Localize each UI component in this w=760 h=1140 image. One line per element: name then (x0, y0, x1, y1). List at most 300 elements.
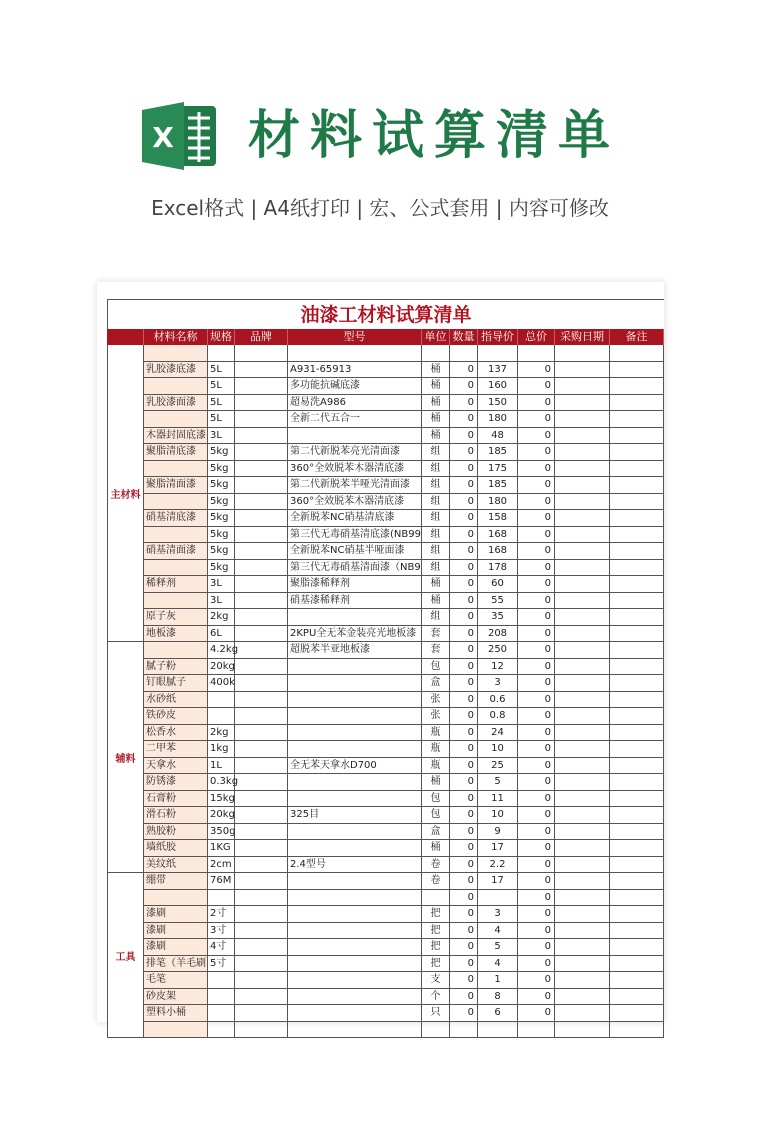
model-cell[interactable] (288, 791, 422, 807)
material-name-cell[interactable] (144, 461, 208, 477)
spec-cell[interactable]: 1kg (208, 741, 235, 757)
note-cell[interactable] (610, 345, 664, 361)
qty-cell[interactable]: 0 (450, 510, 478, 526)
note-cell[interactable] (610, 692, 664, 708)
note-cell[interactable] (610, 659, 664, 675)
column-header-unit[interactable]: 单位 (422, 329, 450, 345)
unit-cell[interactable]: 桶 (422, 576, 450, 592)
total-cell[interactable]: 0 (518, 642, 555, 658)
model-cell[interactable] (288, 708, 422, 724)
total-cell[interactable]: 0 (518, 824, 555, 840)
unit-cell[interactable]: 桶 (422, 378, 450, 394)
total-cell[interactable]: 0 (518, 923, 555, 939)
price-cell[interactable]: 168 (478, 527, 518, 543)
model-cell[interactable] (288, 345, 422, 361)
purchase-date-cell[interactable] (555, 939, 610, 955)
qty-cell[interactable]: 0 (450, 923, 478, 939)
price-cell[interactable]: 158 (478, 510, 518, 526)
spec-cell[interactable] (208, 345, 235, 361)
qty-cell[interactable]: 0 (450, 395, 478, 411)
purchase-date-cell[interactable] (555, 576, 610, 592)
brand-cell[interactable] (235, 692, 288, 708)
purchase-date-cell[interactable] (555, 840, 610, 856)
spec-cell[interactable]: 20kg (208, 807, 235, 823)
price-cell[interactable]: 208 (478, 626, 518, 642)
material-name-cell[interactable]: 滑石粉 (144, 807, 208, 823)
material-name-cell[interactable]: 聚脂清底漆 (144, 444, 208, 460)
price-cell[interactable]: 0.6 (478, 692, 518, 708)
price-cell[interactable]: 0.8 (478, 708, 518, 724)
model-cell[interactable]: 第三代无毒硝基清面漆（NB9 (288, 560, 422, 576)
material-name-cell[interactable]: 毛笔 (144, 972, 208, 988)
total-cell[interactable]: 0 (518, 461, 555, 477)
total-cell[interactable]: 0 (518, 791, 555, 807)
price-cell[interactable]: 5 (478, 939, 518, 955)
brand-cell[interactable] (235, 758, 288, 774)
unit-cell[interactable]: 桶 (422, 428, 450, 444)
note-cell[interactable] (610, 609, 664, 625)
unit-cell[interactable]: 组 (422, 494, 450, 510)
purchase-date-cell[interactable] (555, 675, 610, 691)
material-name-cell[interactable]: 松香水 (144, 725, 208, 741)
note-cell[interactable] (610, 560, 664, 576)
unit-cell[interactable]: 张 (422, 708, 450, 724)
brand-cell[interactable] (235, 906, 288, 922)
brand-cell[interactable] (235, 923, 288, 939)
purchase-date-cell[interactable] (555, 873, 610, 889)
spec-cell[interactable]: 5L (208, 362, 235, 378)
material-name-cell[interactable]: 稀释剂 (144, 576, 208, 592)
model-cell[interactable]: 全新脱苯NC硝基半哑面漆 (288, 543, 422, 559)
spec-cell[interactable]: 350g (208, 824, 235, 840)
model-cell[interactable] (288, 873, 422, 889)
material-name-cell[interactable]: 地板漆 (144, 626, 208, 642)
column-header-model[interactable]: 型号 (288, 329, 422, 345)
spec-cell[interactable]: 1KG (208, 840, 235, 856)
purchase-date-cell[interactable] (555, 1022, 610, 1038)
total-cell[interactable]: 0 (518, 1005, 555, 1021)
spec-cell[interactable]: 15kg (208, 791, 235, 807)
brand-cell[interactable] (235, 774, 288, 790)
qty-cell[interactable]: 0 (450, 791, 478, 807)
material-name-cell[interactable]: 二甲苯 (144, 741, 208, 757)
note-cell[interactable] (610, 708, 664, 724)
note-cell[interactable] (610, 444, 664, 460)
note-cell[interactable] (610, 939, 664, 955)
total-cell[interactable]: 0 (518, 659, 555, 675)
unit-cell[interactable]: 瓶 (422, 725, 450, 741)
note-cell[interactable] (610, 725, 664, 741)
spec-cell[interactable]: 5kg (208, 543, 235, 559)
model-cell[interactable]: 第二代新脱苯亮光清面漆 (288, 444, 422, 460)
unit-cell[interactable]: 把 (422, 923, 450, 939)
brand-cell[interactable] (235, 576, 288, 592)
material-name-cell[interactable] (144, 642, 208, 658)
unit-cell[interactable]: 盒 (422, 824, 450, 840)
model-cell[interactable] (288, 692, 422, 708)
note-cell[interactable] (610, 972, 664, 988)
total-cell[interactable]: 0 (518, 708, 555, 724)
note-cell[interactable] (610, 626, 664, 642)
unit-cell[interactable]: 包 (422, 659, 450, 675)
model-cell[interactable]: 325目 (288, 807, 422, 823)
price-cell[interactable]: 1 (478, 972, 518, 988)
material-name-cell[interactable] (144, 890, 208, 906)
purchase-date-cell[interactable] (555, 395, 610, 411)
qty-cell[interactable]: 0 (450, 956, 478, 972)
brand-cell[interactable] (235, 527, 288, 543)
total-cell[interactable]: 0 (518, 362, 555, 378)
spec-cell[interactable]: 3L (208, 593, 235, 609)
unit-cell[interactable]: 把 (422, 906, 450, 922)
spec-cell[interactable]: 5kg (208, 560, 235, 576)
total-cell[interactable]: 0 (518, 560, 555, 576)
qty-cell[interactable]: 0 (450, 362, 478, 378)
note-cell[interactable] (610, 741, 664, 757)
unit-cell[interactable]: 把 (422, 939, 450, 955)
material-name-cell[interactable]: 漆刷 (144, 923, 208, 939)
model-cell[interactable]: 360°全效脱苯木器清底漆 (288, 461, 422, 477)
price-cell[interactable]: 17 (478, 840, 518, 856)
purchase-date-cell[interactable] (555, 725, 610, 741)
brand-cell[interactable] (235, 510, 288, 526)
model-cell[interactable] (288, 741, 422, 757)
purchase-date-cell[interactable] (555, 972, 610, 988)
brand-cell[interactable] (235, 345, 288, 361)
qty-cell[interactable]: 0 (450, 758, 478, 774)
total-cell[interactable]: 0 (518, 675, 555, 691)
brand-cell[interactable] (235, 708, 288, 724)
material-name-cell[interactable]: 硝基清底漆 (144, 510, 208, 526)
purchase-date-cell[interactable] (555, 807, 610, 823)
spec-cell[interactable]: 4.2kg (208, 642, 235, 658)
total-cell[interactable] (518, 1022, 555, 1038)
brand-cell[interactable] (235, 873, 288, 889)
note-cell[interactable] (610, 378, 664, 394)
total-cell[interactable]: 0 (518, 725, 555, 741)
column-header-name[interactable]: 材料名称 (144, 329, 208, 345)
brand-cell[interactable] (235, 675, 288, 691)
model-cell[interactable] (288, 1005, 422, 1021)
purchase-date-cell[interactable] (555, 510, 610, 526)
brand-cell[interactable] (235, 972, 288, 988)
note-cell[interactable] (610, 758, 664, 774)
model-cell[interactable]: 超脱苯半亚地板漆 (288, 642, 422, 658)
material-name-cell[interactable]: 排笔（羊毛刷 (144, 956, 208, 972)
unit-cell[interactable]: 桶 (422, 395, 450, 411)
note-cell[interactable] (610, 923, 664, 939)
qty-cell[interactable]: 0 (450, 1005, 478, 1021)
purchase-date-cell[interactable] (555, 857, 610, 873)
total-cell[interactable]: 0 (518, 543, 555, 559)
qty-cell[interactable]: 0 (450, 939, 478, 955)
note-cell[interactable] (610, 395, 664, 411)
note-cell[interactable] (610, 593, 664, 609)
price-cell[interactable]: 175 (478, 461, 518, 477)
spec-cell[interactable]: 5kg (208, 494, 235, 510)
qty-cell[interactable]: 0 (450, 378, 478, 394)
price-cell[interactable]: 3 (478, 675, 518, 691)
price-cell[interactable]: 250 (478, 642, 518, 658)
brand-cell[interactable] (235, 956, 288, 972)
purchase-date-cell[interactable] (555, 461, 610, 477)
note-cell[interactable] (610, 873, 664, 889)
unit-cell[interactable]: 桶 (422, 411, 450, 427)
price-cell[interactable]: 5 (478, 774, 518, 790)
qty-cell[interactable]: 0 (450, 527, 478, 543)
qty-cell[interactable] (450, 1022, 478, 1038)
qty-cell[interactable]: 0 (450, 461, 478, 477)
total-cell[interactable]: 0 (518, 807, 555, 823)
material-name-cell[interactable] (144, 593, 208, 609)
price-cell[interactable]: 60 (478, 576, 518, 592)
note-cell[interactable] (610, 576, 664, 592)
price-cell[interactable] (478, 890, 518, 906)
purchase-date-cell[interactable] (555, 560, 610, 576)
qty-cell[interactable]: 0 (450, 873, 478, 889)
total-cell[interactable]: 0 (518, 626, 555, 642)
spec-cell[interactable]: 5L (208, 378, 235, 394)
material-name-cell[interactable]: 塑料小桶 (144, 1005, 208, 1021)
model-cell[interactable]: 2KPU全无苯金装亮光地板漆 (288, 626, 422, 642)
brand-cell[interactable] (235, 362, 288, 378)
brand-cell[interactable] (235, 642, 288, 658)
price-cell[interactable]: 10 (478, 807, 518, 823)
price-cell[interactable]: 4 (478, 956, 518, 972)
total-cell[interactable]: 0 (518, 906, 555, 922)
spec-cell[interactable]: 6L (208, 626, 235, 642)
total-cell[interactable]: 0 (518, 444, 555, 460)
qty-cell[interactable]: 0 (450, 972, 478, 988)
material-name-cell[interactable]: 天拿水 (144, 758, 208, 774)
material-name-cell[interactable]: 漆刷 (144, 939, 208, 955)
purchase-date-cell[interactable] (555, 477, 610, 493)
unit-cell[interactable]: 套 (422, 626, 450, 642)
brand-cell[interactable] (235, 444, 288, 460)
material-name-cell[interactable]: 水砂纸 (144, 692, 208, 708)
spec-cell[interactable] (208, 972, 235, 988)
qty-cell[interactable] (450, 345, 478, 361)
unit-cell[interactable]: 套 (422, 642, 450, 658)
note-cell[interactable] (610, 494, 664, 510)
qty-cell[interactable]: 0 (450, 626, 478, 642)
spec-cell[interactable]: 5kg (208, 477, 235, 493)
price-cell[interactable]: 2.2 (478, 857, 518, 873)
model-cell[interactable] (288, 956, 422, 972)
model-cell[interactable] (288, 890, 422, 906)
model-cell[interactable]: 聚脂漆稀释剂 (288, 576, 422, 592)
price-cell[interactable]: 17 (478, 873, 518, 889)
note-cell[interactable] (610, 411, 664, 427)
purchase-date-cell[interactable] (555, 890, 610, 906)
price-cell[interactable]: 180 (478, 494, 518, 510)
qty-cell[interactable]: 0 (450, 774, 478, 790)
note-cell[interactable] (610, 642, 664, 658)
total-cell[interactable]: 0 (518, 840, 555, 856)
total-cell[interactable]: 0 (518, 758, 555, 774)
spec-cell[interactable]: 5kg (208, 527, 235, 543)
note-cell[interactable] (610, 510, 664, 526)
qty-cell[interactable]: 0 (450, 642, 478, 658)
total-cell[interactable]: 0 (518, 956, 555, 972)
note-cell[interactable] (610, 840, 664, 856)
unit-cell[interactable]: 桶 (422, 774, 450, 790)
material-name-cell[interactable]: 硝基清面漆 (144, 543, 208, 559)
qty-cell[interactable]: 0 (450, 692, 478, 708)
price-cell[interactable]: 4 (478, 923, 518, 939)
spec-cell[interactable]: 4寸 (208, 939, 235, 955)
material-name-cell[interactable]: 原子灰 (144, 609, 208, 625)
qty-cell[interactable]: 0 (450, 890, 478, 906)
spec-cell[interactable] (208, 890, 235, 906)
qty-cell[interactable]: 0 (450, 675, 478, 691)
total-cell[interactable]: 0 (518, 593, 555, 609)
model-cell[interactable] (288, 774, 422, 790)
purchase-date-cell[interactable] (555, 362, 610, 378)
column-header-price[interactable]: 指导价 (478, 329, 518, 345)
model-cell[interactable]: A931-65913 (288, 362, 422, 378)
material-name-cell[interactable]: 砂皮架 (144, 989, 208, 1005)
brand-cell[interactable] (235, 560, 288, 576)
price-cell[interactable]: 8 (478, 989, 518, 1005)
note-cell[interactable] (610, 1005, 664, 1021)
material-name-cell[interactable]: 乳胶漆面漆 (144, 395, 208, 411)
brand-cell[interactable] (235, 840, 288, 856)
total-cell[interactable]: 0 (518, 510, 555, 526)
qty-cell[interactable]: 0 (450, 560, 478, 576)
spec-cell[interactable]: 5kg (208, 461, 235, 477)
model-cell[interactable]: 超易洗A986 (288, 395, 422, 411)
purchase-date-cell[interactable] (555, 609, 610, 625)
note-cell[interactable] (610, 824, 664, 840)
brand-cell[interactable] (235, 659, 288, 675)
spec-cell[interactable]: 0.3kg (208, 774, 235, 790)
brand-cell[interactable] (235, 626, 288, 642)
material-name-cell[interactable]: 腻子粉 (144, 659, 208, 675)
note-cell[interactable] (610, 527, 664, 543)
model-cell[interactable] (288, 989, 422, 1005)
purchase-date-cell[interactable] (555, 956, 610, 972)
qty-cell[interactable]: 0 (450, 906, 478, 922)
brand-cell[interactable] (235, 939, 288, 955)
total-cell[interactable]: 0 (518, 527, 555, 543)
brand-cell[interactable] (235, 543, 288, 559)
price-cell[interactable]: 10 (478, 741, 518, 757)
total-cell[interactable]: 0 (518, 411, 555, 427)
model-cell[interactable] (288, 840, 422, 856)
brand-cell[interactable] (235, 725, 288, 741)
purchase-date-cell[interactable] (555, 411, 610, 427)
unit-cell[interactable]: 只 (422, 1005, 450, 1021)
column-header-qty[interactable]: 数量 (450, 329, 478, 345)
model-cell[interactable]: 多功能抗碱底漆 (288, 378, 422, 394)
price-cell[interactable]: 3 (478, 906, 518, 922)
material-name-cell[interactable]: 美纹纸 (144, 857, 208, 873)
note-cell[interactable] (610, 956, 664, 972)
spec-cell[interactable]: 5L (208, 395, 235, 411)
total-cell[interactable]: 0 (518, 609, 555, 625)
qty-cell[interactable]: 0 (450, 576, 478, 592)
brand-cell[interactable] (235, 609, 288, 625)
spec-cell[interactable]: 3寸 (208, 923, 235, 939)
brand-cell[interactable] (235, 461, 288, 477)
material-name-cell[interactable]: 墙纸胶 (144, 840, 208, 856)
brand-cell[interactable] (235, 395, 288, 411)
note-cell[interactable] (610, 362, 664, 378)
model-cell[interactable]: 360°全效脱苯木器清底漆 (288, 494, 422, 510)
purchase-date-cell[interactable] (555, 428, 610, 444)
spec-cell[interactable]: 2寸 (208, 906, 235, 922)
column-header-date[interactable]: 采购日期 (555, 329, 610, 345)
spec-cell[interactable]: 76M (208, 873, 235, 889)
material-name-cell[interactable]: 木器封固底漆 (144, 428, 208, 444)
note-cell[interactable] (610, 989, 664, 1005)
purchase-date-cell[interactable] (555, 791, 610, 807)
material-name-cell[interactable] (144, 411, 208, 427)
total-cell[interactable]: 0 (518, 741, 555, 757)
unit-cell[interactable] (422, 890, 450, 906)
purchase-date-cell[interactable] (555, 923, 610, 939)
spec-cell[interactable] (208, 989, 235, 1005)
total-cell[interactable] (518, 345, 555, 361)
note-cell[interactable] (610, 461, 664, 477)
spec-cell[interactable]: 5L (208, 411, 235, 427)
purchase-date-cell[interactable] (555, 543, 610, 559)
material-name-cell[interactable]: 乳胶漆底漆 (144, 362, 208, 378)
material-name-cell[interactable] (144, 527, 208, 543)
spec-cell[interactable] (208, 708, 235, 724)
total-cell[interactable]: 0 (518, 857, 555, 873)
spec-cell[interactable] (208, 1005, 235, 1021)
total-cell[interactable]: 0 (518, 494, 555, 510)
total-cell[interactable]: 0 (518, 972, 555, 988)
purchase-date-cell[interactable] (555, 642, 610, 658)
unit-cell[interactable]: 组 (422, 510, 450, 526)
total-cell[interactable]: 0 (518, 873, 555, 889)
brand-cell[interactable] (235, 989, 288, 1005)
total-cell[interactable]: 0 (518, 989, 555, 1005)
unit-cell[interactable] (422, 1022, 450, 1038)
brand-cell[interactable] (235, 791, 288, 807)
model-cell[interactable] (288, 939, 422, 955)
purchase-date-cell[interactable] (555, 1005, 610, 1021)
unit-cell[interactable]: 组 (422, 477, 450, 493)
purchase-date-cell[interactable] (555, 692, 610, 708)
material-name-cell[interactable] (144, 378, 208, 394)
model-cell[interactable] (288, 1022, 422, 1038)
unit-cell[interactable]: 桶 (422, 362, 450, 378)
unit-cell[interactable]: 卷 (422, 873, 450, 889)
purchase-date-cell[interactable] (555, 906, 610, 922)
total-cell[interactable]: 0 (518, 890, 555, 906)
note-cell[interactable] (610, 428, 664, 444)
qty-cell[interactable]: 0 (450, 989, 478, 1005)
brand-cell[interactable] (235, 494, 288, 510)
column-header-brand[interactable]: 品牌 (235, 329, 288, 345)
spec-cell[interactable]: 5kg (208, 444, 235, 460)
qty-cell[interactable]: 0 (450, 725, 478, 741)
brand-cell[interactable] (235, 378, 288, 394)
purchase-date-cell[interactable] (555, 378, 610, 394)
unit-cell[interactable]: 组 (422, 609, 450, 625)
purchase-date-cell[interactable] (555, 708, 610, 724)
note-cell[interactable] (610, 1022, 664, 1038)
qty-cell[interactable]: 0 (450, 477, 478, 493)
total-cell[interactable]: 0 (518, 939, 555, 955)
price-cell[interactable]: 185 (478, 477, 518, 493)
qty-cell[interactable]: 0 (450, 708, 478, 724)
purchase-date-cell[interactable] (555, 774, 610, 790)
